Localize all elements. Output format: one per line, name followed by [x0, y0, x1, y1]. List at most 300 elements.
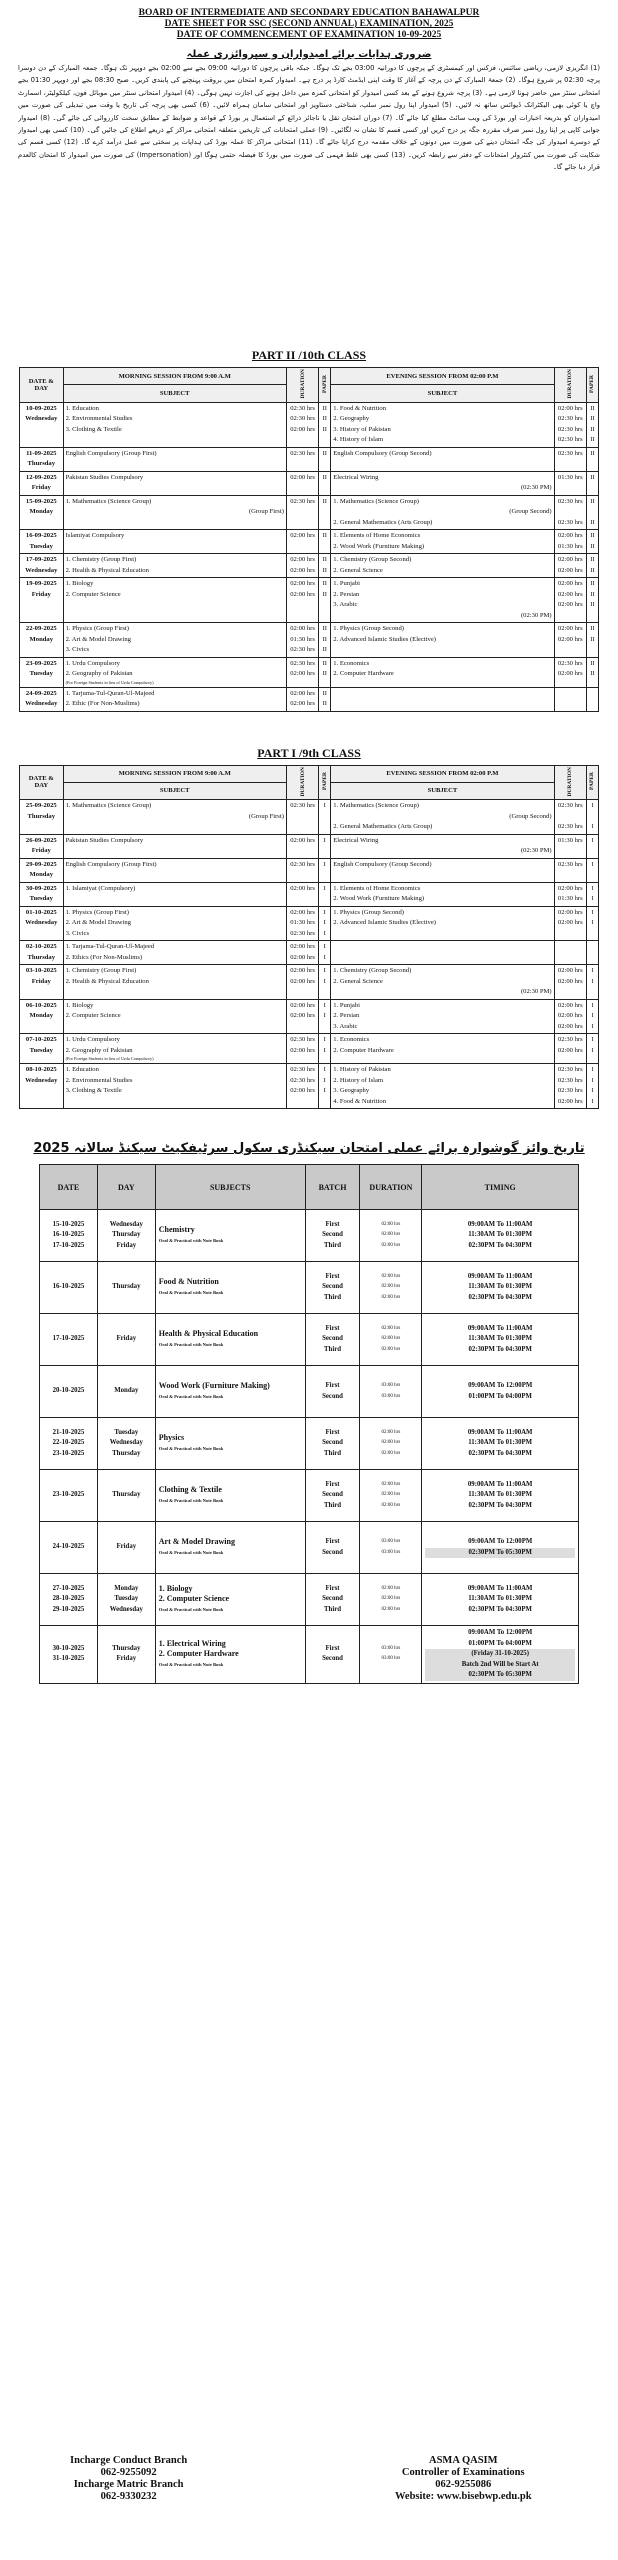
duration-value: 02:30 hrs — [290, 802, 315, 810]
duration-value: 02:30 hrs — [290, 659, 315, 667]
duration-value: 02:00 hrs — [290, 473, 315, 481]
exam-day: Friday — [31, 977, 51, 985]
paper-value: I — [323, 1012, 326, 1020]
practical-day-cell — [97, 1366, 155, 1418]
practical-date: 30-10-2025 — [52, 1644, 85, 1652]
subject-name: 2. Geography — [333, 415, 370, 423]
exam-day: Wednesday — [25, 919, 58, 927]
duration-value: 02:00 hrs — [290, 532, 315, 540]
practical-date-cell — [40, 1522, 98, 1574]
practical-note: Oral & Practical with Note Book — [158, 1341, 224, 1347]
paper-value: II — [322, 425, 327, 433]
practical-subject: 2. Computer Hardware — [158, 1649, 239, 1659]
evening-paper-cell — [586, 1064, 598, 1109]
duration-value — [557, 846, 584, 857]
practical-subject-cell — [155, 1574, 305, 1626]
paper-header — [319, 368, 331, 403]
footer-right-line: Controller of Examinations — [401, 2467, 525, 2478]
evening-paper-cell — [586, 941, 598, 965]
paper-value: I — [591, 908, 594, 916]
practical-batch-cell — [305, 1470, 360, 1522]
exam-day: Tuesday — [29, 1046, 53, 1054]
subject-name: 3. Arabic — [333, 601, 358, 609]
subject-name: (02:30 PM) — [520, 484, 552, 492]
duration-value: 02:30 hrs — [557, 436, 583, 444]
practical-duration: 02:00 hrs — [381, 1440, 401, 1446]
practical-subject-cell — [155, 1366, 305, 1418]
practical-table — [39, 1164, 579, 1684]
morning-paper-cell — [319, 965, 331, 1000]
practical-duration: 02:00 hrs — [381, 1596, 401, 1602]
morning-duration-cell — [286, 530, 318, 554]
duration-value: 02:00 hrs — [290, 1001, 315, 1009]
exam-row — [20, 941, 599, 965]
practical-day: Wednesday — [109, 1605, 143, 1613]
paper-value: II — [322, 689, 327, 697]
duration-value: 02:00 hrs — [290, 425, 315, 433]
practical-timing: 02:30PM To 04:30PM — [468, 1449, 532, 1457]
evening-subject-cell — [331, 965, 554, 1000]
morning-paper-cell — [319, 941, 331, 965]
practical-timing: 01:00PM To 04:00PM — [468, 1639, 532, 1647]
duration-value: 02:30 hrs — [557, 860, 583, 868]
evening-subject-cell — [331, 471, 554, 495]
duration-value — [289, 507, 316, 518]
practical-note: Oral & Practical with Note Book — [158, 1393, 224, 1399]
morning-duration-cell — [286, 882, 318, 906]
practical-duration: 03:00 hrs — [381, 1656, 401, 1662]
practical-day: Thursday — [112, 1491, 141, 1499]
website-link[interactable]: Website: www.bisebwp.edu.pk — [395, 2491, 532, 2502]
footer-left-line: 062-9330232 — [100, 2491, 157, 2502]
evening-subject-cell — [331, 800, 554, 835]
practical-duration-cell — [360, 1522, 422, 1574]
practical-duration: 03:00 hrs — [381, 1383, 401, 1389]
paper-value: II — [590, 670, 595, 678]
evening-paper-cell — [586, 906, 598, 941]
practical-note: Oral & Practical with Note Book — [158, 1497, 224, 1503]
exam-date-cell — [20, 965, 64, 1000]
paper-value: I — [591, 860, 594, 868]
duration-value: 02:00 hrs — [290, 566, 315, 574]
practical-batch: Second — [322, 1283, 343, 1291]
practical-row — [40, 1262, 579, 1314]
exam-day: Wednesday — [25, 415, 58, 423]
duration-value: 01:30 hrs — [557, 473, 583, 481]
practical-duration: 02:00 hrs — [381, 1481, 401, 1487]
paper-value: I — [323, 1046, 326, 1054]
duration-value: 02:00 hrs — [557, 1012, 583, 1020]
paper-header-label: PAPER — [589, 374, 596, 393]
duration-value: 02:30 hrs — [290, 497, 315, 505]
practical-day-cell — [97, 1522, 155, 1574]
exam-row — [20, 687, 599, 711]
exam-row — [20, 999, 599, 1034]
practical-duration: 02:00 hrs — [381, 1336, 401, 1342]
subject-name: 2. History of Islam — [333, 1076, 384, 1084]
practical-duration-cell — [360, 1470, 422, 1522]
evening-duration-cell — [554, 965, 586, 1000]
date-day-header: DATE & DAY — [20, 368, 64, 403]
morning-duration-cell — [286, 447, 318, 471]
exam-row — [20, 906, 599, 941]
duration-value: 02:00 hrs — [557, 1022, 583, 1030]
evening-paper-cell — [586, 402, 598, 447]
practical-duration: 02:00 hrs — [381, 1585, 401, 1591]
practical-subject-cell — [155, 1418, 305, 1470]
exam-date: 17-09-2025 — [25, 556, 57, 564]
evening-subject-cell — [331, 1064, 554, 1109]
morning-subject-cell — [63, 471, 286, 495]
paper-value: II — [590, 415, 595, 423]
evening-session-header: EVENING SESSION FROM 02:00 P.M — [331, 368, 554, 385]
exam-date-cell — [20, 941, 64, 965]
exam-day: Wednesday — [25, 566, 58, 574]
practical-row — [40, 1522, 579, 1574]
practical-note: Oral & Practical with Note Book — [158, 1445, 224, 1451]
morning-paper-cell — [319, 999, 331, 1034]
evening-subject-cell — [331, 1034, 554, 1064]
footer-left-line: Incharge Matric Branch — [73, 2479, 184, 2490]
subject-name: 1. Economics — [333, 659, 370, 667]
duration-value: 02:00 hrs — [290, 836, 315, 844]
paper-value: I — [323, 860, 326, 868]
morning-paper-cell — [319, 882, 331, 906]
morning-duration-cell — [286, 906, 318, 941]
morning-duration-cell — [286, 687, 318, 711]
practical-duration: 02:00 hrs — [381, 1492, 401, 1498]
exam-date-cell — [20, 623, 64, 658]
exam-date-cell — [20, 554, 64, 578]
duration-value: 02:30 hrs — [557, 1076, 583, 1084]
subject-name: 3. Arabic — [333, 1022, 358, 1030]
practical-day-cell — [97, 1262, 155, 1314]
duration-value: 02:00 hrs — [557, 566, 583, 574]
footer-left — [70, 2455, 187, 2503]
practical-duration: 02:00 hrs — [381, 1502, 401, 1508]
practical-timing: 09:00AM To 11:00AM — [467, 1584, 533, 1592]
subject-name: 1. Chemistry (Group Second) — [333, 556, 412, 564]
duration-value: 02:00 hrs — [557, 590, 583, 598]
subject-name: 1. Urdu Compulsory — [65, 1036, 120, 1044]
practical-subject-cell — [155, 1262, 305, 1314]
practical-batch: Second — [322, 1439, 343, 1447]
evening-paper-cell — [586, 999, 598, 1034]
subject-header: SUBJECT — [331, 782, 554, 799]
practical-day-cell — [97, 1210, 155, 1262]
morning-subject-cell — [63, 447, 286, 471]
practical-duration: 02:00 hrs — [381, 1242, 401, 1248]
evening-duration-cell — [554, 800, 586, 835]
practical-batch: First — [325, 1480, 340, 1488]
paper-value: II — [590, 532, 595, 540]
duration-value: 02:00 hrs — [290, 1046, 315, 1054]
paper-value: II — [322, 415, 327, 423]
duration-value: 02:30 hrs — [290, 860, 315, 868]
subject-name: Electrical Wiring — [333, 473, 379, 481]
exam-day: Tuesday — [29, 542, 53, 550]
exam-date-cell — [20, 471, 64, 495]
exam-date-cell — [20, 687, 64, 711]
subject-name: 3. Civics — [65, 646, 90, 654]
subject-name: (Group Second) — [509, 812, 552, 820]
paper-header — [586, 368, 598, 403]
paper-value: II — [590, 590, 595, 598]
exam-row — [20, 858, 599, 882]
practical-date: 28-10-2025 — [52, 1595, 85, 1603]
evening-subject-cell — [331, 999, 554, 1034]
practical-subject: Food & Nutrition — [158, 1277, 219, 1287]
footer-right-line: ASMA QASIM — [428, 2455, 498, 2466]
practical-day-cell — [97, 1470, 155, 1522]
practical-subject: Health & Physical Education — [158, 1329, 259, 1339]
paper-value: II — [590, 518, 595, 526]
practical-note: Oral & Practical with Note Book — [158, 1289, 224, 1295]
subject-name: 2. General Science — [333, 566, 383, 574]
practical-timing-cell — [422, 1574, 579, 1626]
evening-duration-cell — [554, 858, 586, 882]
subject-name: 1. Chemistry (Group Second) — [333, 967, 412, 975]
paper-value: I — [323, 919, 326, 927]
exam-row — [20, 1034, 599, 1064]
morning-paper-cell — [319, 834, 331, 858]
paper-value: I — [591, 1076, 594, 1084]
morning-duration-cell — [286, 554, 318, 578]
evening-paper-cell — [586, 495, 598, 530]
exam-date-cell — [20, 858, 64, 882]
practical-note: Oral & Practical with Note Book — [158, 1661, 224, 1667]
practical-date: 31-10-2025 — [52, 1655, 85, 1663]
morning-subject-cell — [63, 657, 286, 687]
exam-date-cell — [20, 578, 64, 623]
duration-value: 01:30 hrs — [290, 635, 315, 643]
duration-header-label: DURATION — [567, 766, 574, 797]
practical-duration: 03:00 hrs — [381, 1549, 401, 1555]
exam-row — [20, 965, 599, 1000]
duration-header — [286, 765, 318, 800]
duration-value: 02:00 hrs — [557, 670, 583, 678]
practical-day-cell — [97, 1314, 155, 1366]
duration-value: 02:00 hrs — [290, 967, 315, 975]
practical-batch-cell — [305, 1522, 360, 1574]
exam-date-cell — [20, 800, 64, 835]
exam-date-cell — [20, 657, 64, 687]
exam-date: 29-09-2025 — [25, 860, 57, 868]
morning-subject-cell — [63, 1034, 286, 1064]
practical-duration: 02:00 hrs — [381, 1273, 401, 1279]
duration-value: 02:30 hrs — [290, 1076, 315, 1084]
evening-subject-cell — [331, 858, 554, 882]
practical-date: 27-10-2025 — [52, 1584, 85, 1592]
paper-value: II — [590, 449, 595, 457]
foreign-students-note: (For Foreign Students in lieu of Urdu Compulsory) — [65, 679, 154, 685]
morning-subject-cell — [63, 1064, 286, 1109]
evening-paper-cell — [586, 800, 598, 835]
practical-day: Monday — [114, 1584, 139, 1592]
practical-batch: First — [325, 1584, 340, 1592]
exam-day: Monday — [29, 508, 53, 516]
exam-date: 19-09-2025 — [25, 580, 57, 588]
instructions-text: (1) انگریزی لازمی، ریاضی سائنس، فزکس اور کیمسٹری کے پرچوں کا دورانیہ 03:00 بجے تک ہوگا۔ جبکہ باقی پرچوں کا دورانیہ 09:00 بجے سے 02:00 بجے دوپہر تک ہوگا۔ جمعہ المبارک کے دن دوسرا پرچہ 02:30 پر شروع ہوگا۔ (2) جمعۃ المبارک کے دن پرچہ کے آغاز کا وقت اپنی ایڈمٹ کارڈ پر درج ہے۔ امیدوار کمرہ امتحان میں بروقت پہنچنے کی پابندی کریں۔ صبح 08:30 بجے اور دوپہر 01:30 بجے امتحانی سنٹر میں حاضر ہونا لازمی ہے۔ (3) پرچہ شروع ہونے کے بعد کسی امیدوار کو امتحانی کمرہ میں داخل ہونے کی اجازت نہیں ہوگی۔ (4) امیدوار امتحانی سنٹر میں موبائل فون، کیلکولیٹر، اسمارٹ واچ یا کوئی بھی الیکٹرانک ڈیوائس ساتھ نہ لائیں۔ (5) امیدوار اپنا رول نمبر سلپ، شناختی دستاویز اور امتحانی سامان ہمراہ لائیں۔ (6) کسی بھی پرچہ کی تاریخ یا وقت میں تبدیلی کی صورت میں امیدواران کو بذریعہ اخبارات اور بورڈ کی ویب سائٹ مطلع کیا جائے گا۔ (7) دوران امتحان نقل یا ناجائز ذرائع کے استعمال پر بورڈ کے قواعد و ضوابط کے مطابق سخت کارروائی کی جائے گی۔ (8) امیدوار جوابی کاپی پر اپنا رول نمبر صرف مقررہ جگہ پر درج کریں اور کسی قسم کا نشان نہ لگائیں۔ (9) عملی امتحانات کی تاریخیں متعلقہ امتحانی مراکز کے ذریعے اطلاع کی جائیں گی۔ (10) کسی بھی امیدوار کے دوسرے امیدوار کی جگہ امتحان دینے کی صورت میں دونوں کے خلاف مقدمہ درج کرایا جائے گا۔ (11) امتحانی مراکز کا عملہ بورڈ کی ہدایات پر سختی سے عمل درآمد کرے گا۔ (12) کسی قسم کی شکایت کی صورت میں کنٹرولر امتحانات کے دفتر سے رابطہ کریں۔ (13) کسی بھی غلط فہمی کی صورت میں بورڈ کا فیصلہ حتمی ہوگا اور (Impersonation) کی صورت میں امیدوار کا امتحان کالعدم قرار دیا جائے گا۔ — [18, 64, 600, 172]
practical-timing: 02:30PM To 04:30PM — [468, 1501, 532, 1509]
instructions-title: ضروری ہدایات برائے امیدواران و سپروائزری عملہ — [186, 49, 432, 60]
subject-name: 1. Education — [65, 1066, 99, 1074]
exam-row — [20, 530, 599, 554]
duration-value: 02:30 hrs — [290, 415, 315, 423]
exam-date-cell — [20, 402, 64, 447]
evening-subject-cell — [331, 882, 554, 906]
paper-value — [589, 812, 596, 823]
subject-name: 3. Geography — [333, 1087, 370, 1095]
paper-value: II — [590, 566, 595, 574]
evening-subject-cell — [331, 402, 554, 447]
duration-header — [554, 368, 586, 403]
practical-header-timing: TIMING — [422, 1165, 579, 1210]
morning-duration-cell — [286, 578, 318, 623]
exam-date: 08-10-2025 — [25, 1066, 57, 1074]
exam-date: 24-09-2025 — [25, 689, 57, 697]
practical-duration: 02:00 hrs — [381, 1284, 401, 1290]
paper-value: II — [590, 580, 595, 588]
date-day-header: DATE & DAY — [20, 765, 64, 800]
practical-timing: 11:30AM To 01:30PM — [468, 1231, 533, 1239]
exam-date: 12-09-2025 — [25, 473, 57, 481]
practical-timing: (Friday 31-10-2025) — [425, 1649, 575, 1660]
paper-value: II — [322, 449, 327, 457]
morning-duration-cell — [286, 800, 318, 835]
duration-value: 02:00 hrs — [290, 953, 315, 961]
paper-value: II — [590, 542, 595, 550]
practical-header-duration: DURATION — [360, 1165, 422, 1210]
paper-value: I — [591, 1046, 594, 1054]
paper-value — [321, 507, 328, 518]
subject-name: 3. Clothing & Textile — [65, 425, 122, 433]
practical-duration: 03:00 hrs — [381, 1539, 401, 1545]
paper-value: II — [590, 425, 595, 433]
practical-duration-cell — [360, 1574, 422, 1626]
evening-duration-cell — [554, 530, 586, 554]
duration-value: 02:30 hrs — [290, 1036, 315, 1044]
subject-name: 1. Mathematics (Science Group) — [65, 802, 152, 810]
exam-date: 23-09-2025 — [25, 659, 57, 667]
exam-row — [20, 447, 599, 471]
duration-value: 02:00 hrs — [557, 532, 583, 540]
practical-subject: Chemistry — [158, 1225, 195, 1235]
paper-value: I — [591, 1097, 594, 1105]
practical-duration-cell — [360, 1366, 422, 1418]
paper-value: II — [322, 590, 327, 598]
duration-value: 02:00 hrs — [290, 625, 315, 633]
morning-subject-cell — [63, 800, 286, 835]
practical-batch: First — [325, 1382, 340, 1390]
subject-name: 2. Advanced Islamic Studies (Elective) — [333, 635, 436, 643]
exam-date-cell — [20, 906, 64, 941]
exam-date: 10-09-2025 — [25, 404, 57, 412]
practical-batch: First — [325, 1538, 340, 1546]
evening-paper-cell — [586, 447, 598, 471]
paper-header-label: PAPER — [321, 772, 328, 791]
exam-day: Friday — [31, 847, 51, 855]
footer-right-line: 062-9255086 — [435, 2479, 492, 2490]
practical-batch: Third — [324, 1605, 342, 1613]
practical-note: Oral & Practical with Note Book — [158, 1606, 224, 1612]
practical-row — [40, 1574, 579, 1626]
evening-subject-cell — [331, 530, 554, 554]
practical-date-cell — [40, 1366, 98, 1418]
practical-batch: First — [325, 1644, 340, 1652]
practical-batch-cell — [305, 1418, 360, 1470]
subject-header: SUBJECT — [63, 385, 286, 402]
paper-value — [589, 846, 596, 857]
practical-duration-cell — [360, 1210, 422, 1262]
duration-value: 02:00 hrs — [557, 1097, 583, 1105]
morning-duration-cell — [286, 657, 318, 687]
paper-value: II — [590, 556, 595, 564]
evening-subject-cell — [331, 578, 554, 623]
page-header — [0, 0, 618, 41]
subject-name: 1. Chemistry (Group First) — [65, 967, 137, 975]
practical-date: 17-10-2025 — [52, 1241, 85, 1249]
practical-timing-cell — [422, 1470, 579, 1522]
practical-batch-cell — [305, 1262, 360, 1314]
subject-name: Pakistan Studies Compulsory — [65, 836, 144, 844]
subject-name: 2. Geography of Pakistan — [65, 670, 133, 678]
morning-paper-cell — [319, 1064, 331, 1109]
practical-batch: First — [325, 1324, 340, 1332]
paper-value: I — [323, 884, 326, 892]
subject-name: English Compulsory (Group First) — [65, 860, 157, 868]
practical-timing: 11:30AM To 01:30PM — [468, 1491, 533, 1499]
subject-name: 1. Tarjuma-Tul-Quran-Ul-Majeed — [65, 689, 155, 697]
exam-date-cell — [20, 882, 64, 906]
practical-day-cell — [97, 1574, 155, 1626]
morning-paper-cell — [319, 554, 331, 578]
practical-batch: Second — [322, 1392, 343, 1400]
subject-name: 1. Punjabi — [333, 1001, 360, 1009]
morning-paper-cell — [319, 623, 331, 658]
practical-timing: 09:00AM To 11:00AM — [467, 1480, 533, 1488]
practical-day: Thursday — [112, 1231, 141, 1239]
evening-paper-cell — [586, 882, 598, 906]
duration-value: 02:30 hrs — [290, 1066, 315, 1074]
duration-value: 02:00 hrs — [557, 967, 583, 975]
exam-date-cell — [20, 834, 64, 858]
paper-value: I — [591, 1001, 594, 1009]
morning-paper-cell — [319, 1034, 331, 1064]
evening-subject-cell — [331, 657, 554, 687]
duration-value: 02:00 hrs — [557, 1046, 583, 1054]
subject-name: 2. Geography of Pakistan — [65, 1046, 133, 1054]
duration-value: 02:30 hrs — [557, 518, 583, 526]
paper-value: II — [590, 436, 595, 444]
practical-batch-cell — [305, 1626, 360, 1684]
duration-value: 02:30 hrs — [290, 646, 315, 654]
evening-duration-cell — [554, 941, 586, 965]
duration-value: 02:30 hrs — [290, 404, 315, 412]
practical-subject: 1. Electrical Wiring — [158, 1638, 226, 1648]
subject-name: 2. Persian — [333, 1012, 360, 1020]
evening-duration-cell — [554, 999, 586, 1034]
subject-name: 2. Environmental Studies — [65, 415, 133, 423]
evening-paper-cell — [586, 554, 598, 578]
paper-value: II — [322, 404, 327, 412]
exam-day: Tuesday — [29, 670, 53, 678]
duration-value: 02:00 hrs — [557, 1001, 583, 1009]
duration-header — [286, 368, 318, 403]
paper-value: II — [322, 625, 327, 633]
practical-date: 16-10-2025 — [52, 1283, 85, 1291]
morning-duration-cell — [286, 495, 318, 530]
